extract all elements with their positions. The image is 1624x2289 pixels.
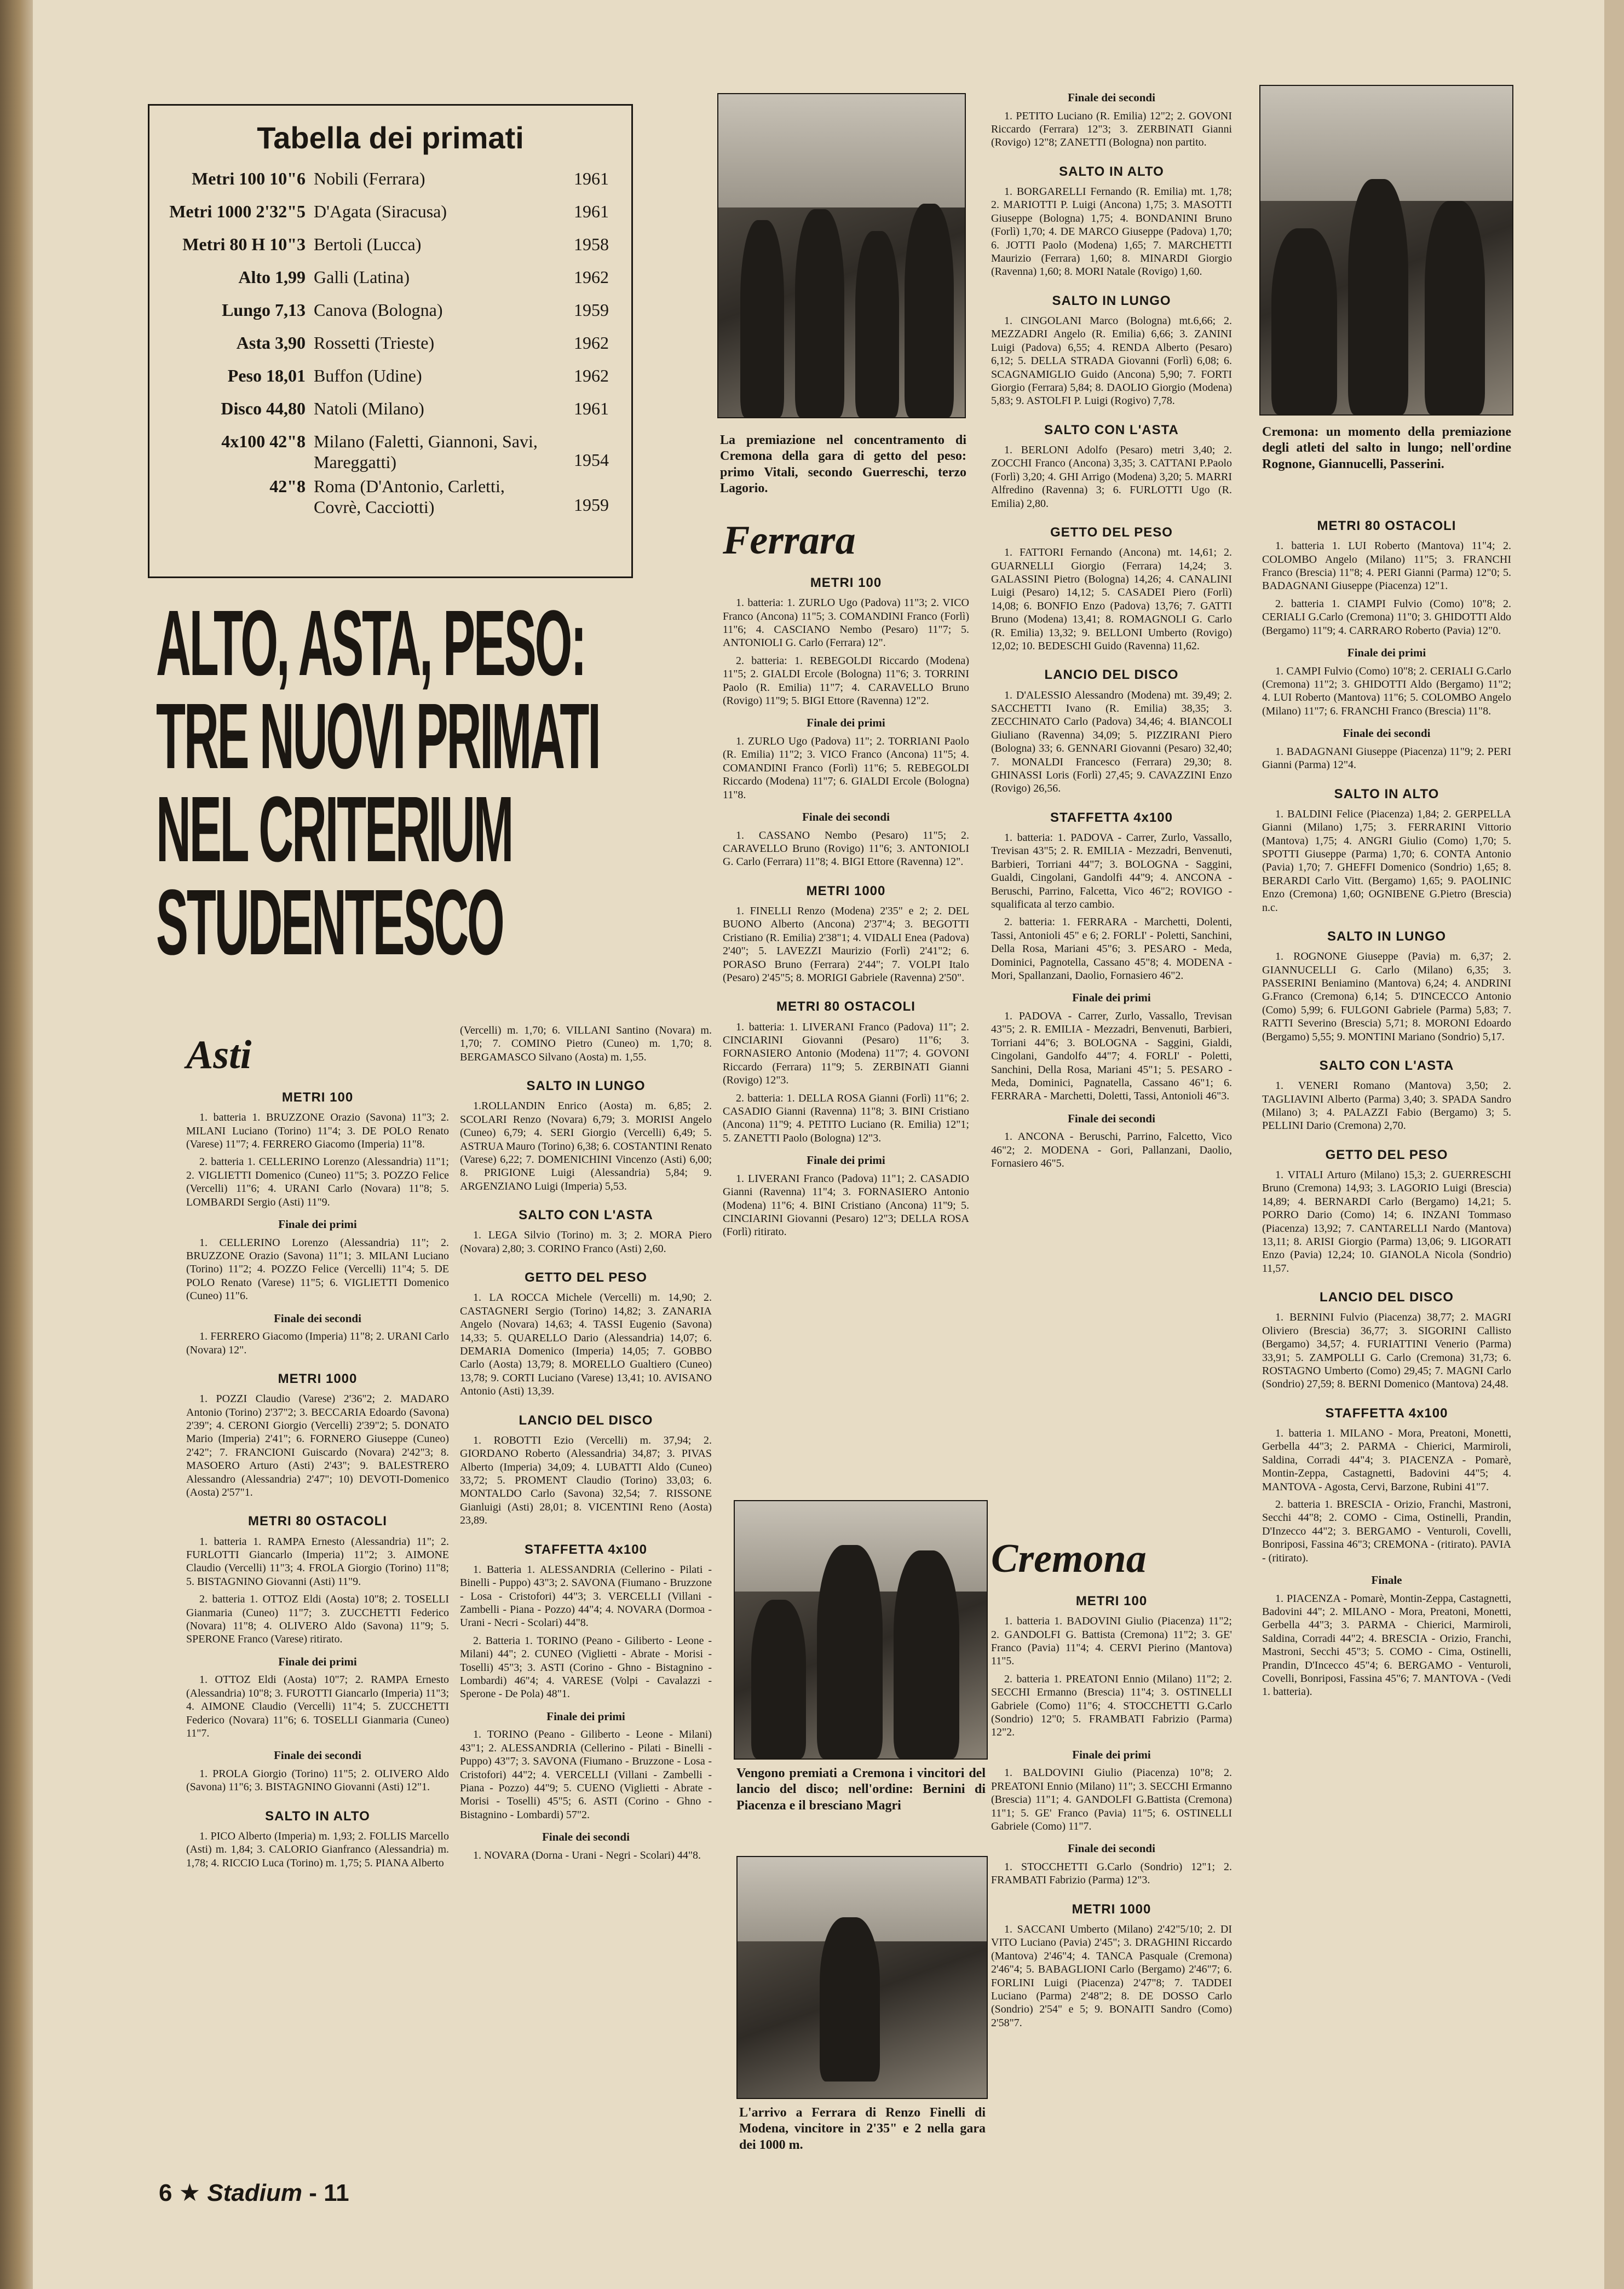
event-heading: METRI 100	[810, 575, 882, 590]
final-subheading: Finale dei secondi	[1068, 91, 1155, 104]
results-text: 1. VITALI Arturo (Milano) 15,3; 2. GUERRESCHI Bruno (Cremona) 14,93; 3. LAGORIO Luigi (Brescia) 14,89; 4. BERNARDI Carlo (Bergamo) 14,21; 5. PORRO Dario (Como) 14; 6. INZANI Tommaso (Piacenza) 13,92; 7. CANTARELLI Nardo (Mantova) 13,11; 8. ARISI Giorgio (Parma) 13,06; 9. LIGORATI Enzo (Pavia) 12,24; 10. GIANOLA Nicola (Sondrio) 11,57.	[1262, 1169, 1511, 1275]
record-event: Metri 100 10"6	[192, 169, 306, 188]
event-heading: STAFFETTA 4x100	[1325, 1405, 1448, 1421]
column-asti-right	[460, 1024, 712, 1867]
record-row	[149, 267, 631, 300]
results-text: 1. POZZI Claudio (Varese) 2'36"2; 2. MADARO Antonio (Torino) 2'37"2; 3. BECCARIA Edoardo (Savona) 2'39"; 4. CERONI Giorgio (Vercelli) 2'39"2; 5. DONATO Mario (Imperia) 2'41"; 6. FORNERO Giuseppe (Cuneo) 2'42"; 7. FRANCIONI Guiscardo (Novara) 2'42"3; 8. MASOERO Arturo (Asti) 2'43"; 9. BALESTRERO Alessandro (Alessandria) 2'47"; 10) DEVOTI-Domenico (Aosta) 2'57"1.	[186, 1393, 449, 1498]
results-text: 2. batteria: 1. DELLA ROSA Gianni (Forlì) 11"6; 2. CASADIO Gianni (Ravenna) 11"8; 3. BINI Cristiano (Ancona) 11"9; 4. PETITO Luciano (R. Emilia) 12"1; 5. ZANETTI Paolo (Bologna) 12"3.	[723, 1092, 969, 1144]
results-section	[1262, 1058, 1511, 1133]
event-heading: METRI 80 OSTACOLI	[1317, 518, 1456, 533]
record-holder: Canova (Bologna)	[314, 300, 443, 320]
headline-line: STUDENTESCO	[156, 870, 503, 975]
record-holder: Bertoli (Lucca)	[314, 234, 422, 254]
event-heading: STAFFETTA 4x100	[525, 1542, 647, 1557]
results-section	[1262, 727, 1511, 771]
city-heading-asti: Asti	[186, 1033, 252, 1077]
results-section	[186, 1371, 449, 1499]
event-heading: LANCIO DEL DISCO	[1320, 1290, 1454, 1305]
results-text: 1.ROLLANDIN Enrico (Aosta) m. 6,85; 2. SCOLARI Renzo (Novara) 6,79; 3. MORISI Angelo (Cuneo) 6,79; 4. SERI Giorgio (Vercelli) 6,49; 5. ASTRUA Mauro (Torino) 6,38; 6. COSTANTINI Renato (Varese) 6,22; 7. DOMENICHINI Vincenzo (Asti) 6,00; 8. PRIGIONE Luigi (Alessandria) 5,84; 9. ARGENZIANO Luigi (Imperia) 5,53.	[460, 1100, 712, 1192]
event-heading: METRI 80 OSTACOLI	[248, 1514, 387, 1529]
record-holder: Milano (Faletti, Giannoni, Savi, Mareggatti)	[314, 431, 538, 472]
photo-1000m-finish	[736, 1856, 988, 2099]
record-year: 1962	[574, 333, 609, 353]
headline-line: TRE NUOVI PRIMATI	[156, 684, 600, 788]
final-subheading: Finale dei primi	[278, 1654, 357, 1668]
record-event: Disco 44,80	[221, 399, 306, 418]
results-section	[186, 1312, 449, 1357]
event-heading: METRI 100	[281, 1090, 354, 1105]
results-text: 1. ZURLO Ugo (Padova) 11"; 2. TORRIANI Paolo (R. Emilia) 11"2; 3. VICO Franco (Ancona) 11"5; 4. COMANDINI Franco (Forlì) 11"6; 5. REBEGOLDI Riccardo (Modena) 11"7; 6. GIALDI Ercole (Bologna) 11"8.	[723, 735, 969, 801]
results-text: 1. PICO Alberto (Imperia) m. 1,93; 2. FOLLIS Marcello (Asti) m. 1,84; 3. CALORIO Gianfranco (Alessandria) m. 1,78; 4. RICCIO Luca (Torino) m. 1,75; 5. PIANA Alberto	[186, 1830, 449, 1869]
results-text: 1. PROLA Giorgio (Torino) 11"5; 2. OLIVERO Aldo (Savona) 11"6; 3. BISTAGNINO Giovanni (Asti) 12"1.	[186, 1767, 449, 1794]
final-subheading: Finale dei secondi	[802, 810, 890, 823]
final-subheading: Finale dei secondi	[542, 1830, 630, 1844]
results-text: 1. ROBOTTI Ezio (Vercelli) m. 37,94; 2. GIORDANO Roberto (Alessandria) 34,87; 3. PIVAS Alberto (Imperia) 34,09; 4. LUBATTI Aldo (Cuneo) 33,72; 5. PROMENT Claudio (Torino) 33,03; 6. MONTALDO Carlo (Savona) 32,54; 7. RISSONE Gianluigi (Asti) 28,01; 8. VICENTINI Reno (Aosta) 23,89.	[460, 1434, 712, 1527]
results-section	[1262, 646, 1511, 718]
final-subheading: Finale dei secondi	[1068, 1111, 1155, 1125]
event-heading: GETTO DEL PESO	[1325, 1147, 1448, 1162]
record-event: Lungo 7,13	[222, 300, 306, 320]
results-section	[991, 810, 1232, 983]
event-heading: GETTO DEL PESO	[525, 1270, 647, 1285]
record-event: Alto 1,99	[238, 267, 306, 287]
column-asti-left	[186, 1029, 449, 1875]
record-year: 1959	[574, 495, 609, 515]
event-heading: SALTO IN LUNGO	[1327, 929, 1447, 944]
results-section	[1262, 786, 1511, 914]
results-section	[723, 883, 969, 985]
event-heading: SALTO IN ALTO	[265, 1808, 370, 1824]
photo-discus-ceremony	[734, 1500, 988, 1760]
magazine-name: Stadium	[207, 2180, 302, 2206]
results-text: 1. BERLONI Adolfo (Pesaro) metri 3,40; 2. ZOCCHI Franco (Ancona) 3,35; 3. CATTANI P.Paolo (Forlì) 3,20; 4. GHI Arrigo (Modena) 3,20; 5. MARRI Alfredino (Ravenna) 3; 6. FURLOTTI Ugo (R. Emilia) 2,80.	[991, 444, 1232, 510]
record-holder: Galli (Latina)	[314, 267, 410, 287]
results-text: 1. batteria: 1. ZURLO Ugo (Padova) 11"3; 2. VICO Franco (Ancona) 11"5; 3. COMANDINI Franco (Forlì) 11"6; 4. CASCIANO Nembo (Pesaro) 11"7; 5. ANTONIOLI G. Carlo (Ferrara) 12".	[723, 597, 969, 649]
record-holder: Rossetti (Trieste)	[314, 333, 435, 353]
results-section	[460, 1078, 712, 1193]
results-text: 1. batteria 1. MILANO - Mora, Preatoni, Monetti, Gerbella 44"3; 2. PARMA - Chierici, Marmiroli, Saldina, Corradi 44"4; 3. PIACENZA - Pomarè, Montin-Zeppa, Castagnetti, Badovini 44"5; 4. MANTOVA - Agosta, Cervi, Barzone, Rubini 41"7.	[1262, 1427, 1511, 1493]
photo-long-jump-ceremony	[1259, 85, 1513, 416]
results-section	[723, 575, 969, 707]
record-event: 4x100 42"8	[221, 431, 306, 451]
results-text: 1. LIVERANI Franco (Padova) 11"1; 2. CASADIO Gianni (Ravenna) 11"4; 3. FORNASIERO Antonio (Modena) 11"6; 4. BINI Cristiano (Ancona) 11"9; 5. CINCIARINI Giovanni (Pesaro) 12"3; DELLA ROSA (Forlì) ritirato.	[723, 1172, 969, 1238]
results-text: 1. LA ROCCA Michele (Vercelli) m. 14,90; 2. CASTAGNERI Sergio (Torino) 14,82; 3. ZANARIA Angelo (Novara) 14,63; 4. TASSI Eugenio (Savona) 14,33; 5. QUARELLO Dario (Alessandria) 14,07; 6. DEMARIA Domenico (Imperia) 14,05; 7. GOBBO Carlo (Aosta) 13,79; 8. MORELLO Gualtiero (Cuneo) 13,78; 9. CORTI Luciano (Varese) 13,41; 10. AVISANO Antonio (Asti) 13,39.	[460, 1291, 712, 1398]
column-ferrara-right	[991, 82, 1232, 1175]
record-year: 1959	[574, 300, 609, 320]
page-binding	[0, 0, 33, 2289]
results-text: 1. PIACENZA - Pomarè, Montin-Zeppa, Castagnetti, Badovini 44"; 2. MILANO - Mora, Preatoni, Monetti, Gerbella 44"3; 3. PARMA - Chierici, Marmiroli, Saldina, Corradi 44"2; 4. BRESCIA - Orizio, Franchi, Mastroni, Secchi 45"3; 5. COMO - Cima, Ostinelli, Prandin, D'Incecco 45"4; 6. BERGAMO - Venturoli, Covelli, Bonriposi, Fassina 45"6; 7. MANTOVA - (Vedi 1. batteria).	[1262, 1592, 1511, 1698]
results-section	[186, 1218, 449, 1303]
results-text: 2. batteria 1. OTTOZ Eldi (Aosta) 10"8; 2. TOSELLI Gianmaria (Cuneo) 11"7; 3. ZUCCHETTI Federico (Novara) 11"8; 4. OLIVERO Aldo (Savona) 11"9; 5. SPERONE Franco (Varese) ritirato.	[186, 1593, 449, 1646]
results-section	[991, 1901, 1232, 2029]
results-text: 1. CELLERINO Lorenzo (Alessandria) 11"; 2. BRUZZONE Orazio (Savona) 11"1; 3. MILANI Luciano (Torino) 11"2; 4. POZZO Felice (Vercelli) 11"4; 5. DE POLO Renato (Varese) 11"5; 6. VIGLIETTI Domenico (Cuneo) 11"6.	[186, 1236, 449, 1302]
event-heading: LANCIO DEL DISCO	[519, 1412, 653, 1428]
results-text: 1. OTTOZ Eldi (Aosta) 10"7; 2. RAMPA Ernesto (Alessandria) 10"8; 3. FUROTTI Giancarlo (Imperia) 11"3; 4. AIMONE Claudio (Vercelli) 11"4; 5. ZUCCHETTI Federico (Novara) 11"6; 6. TOSELLI Gianmaria (Cuneo) 11"7.	[186, 1674, 449, 1739]
record-year: 1961	[574, 399, 609, 418]
photo-caption: La premiazione nel concentramento di Cremona della gara di getto del peso: primo Vitali, secondo Guerreschi, terzo Lagorio.	[720, 433, 966, 495]
results-text: 2. batteria 1. CIAMPI Fulvio (Como) 10"8; 2. CERIALI G.Carlo (Cremona) 11"0; 3. GHIDOTTI Aldo (Bergamo) 11"9; 4. CARRARO Roberto (Pavia) 12"0.	[1262, 597, 1511, 637]
page-number: 6	[159, 2180, 172, 2206]
final-subheading: Finale dei secondi	[274, 1311, 361, 1325]
results-text: 1. NOVARA (Dorna - Urani - Negri - Scolari) 44"8.	[473, 1849, 701, 1861]
records-rows	[149, 169, 631, 521]
record-holder: Roma (D'Antonio, Carletti, Covrè, Cacciotti)	[314, 476, 505, 517]
record-row	[149, 234, 631, 267]
results-text: 1. BALDINI Felice (Piacenza) 1,84; 2. GERPELLA Gianni (Milano) 1,75; 3. FERRARINI Vittorio (Mantova) 1,75; 4. ANGRI Giulio (Como) 1,70; 5. SPOTTI Giuseppe (Parma) 1,70; 6. CONTA Antonio (Pavia) 1,70; 7. GHEFFI Domenico (Sondrio) 1,65; 8. BERARDI Carlo Vitt. (Bergamo) 1,65; 9. PAOLINIC Enzo (Cremona) 1,60; OGNIBENE G.Pietro (Brescia) n.c.	[1262, 808, 1511, 914]
results-text: 1. FATTORI Fernando (Ancona) mt. 14,61; 2. GUARNELLI Giorgio (Ferrara) 14,24; 3. GALASSINI Pietro (Bologna) 14,26; 4. CANALINI Luigi (Pesaro) 14,12; 5. CASADEI Piero (Forlì) 14,08; 6. BONFIO Enzo (Padova) 13,76; 7. GATTI Bruno (Modena) 13,41; 8. ROMAGNOLI G. Carlo (R. Emilia) 13,32; 9. BELLONI Umberto (Rovigo) 12,02; 10. BEDESCHI Guido (Ravenna) 11,62.	[991, 546, 1232, 652]
results-text: 1. PADOVA - Carrer, Zurlo, Vassallo, Trevisan 43"5; 2. R. EMILIA - Mezzadri, Benvenuti, Barbieri, Torriani 44"6; 3. BOLOGNA - Saggini, Gialdi, Cingolani, Gandolfo 44"7; 4. FORLI' - Poletti, Sanchini, Della Rosa, Mariani 45"1; 5. PESARO - Meda, Dominici, Pagnatella, Cassano 46"1; 6. FERRARA - Marchetti, Doletti, Tassi, Antonioli 46"3.	[991, 1010, 1232, 1103]
record-year: 1954	[574, 450, 609, 470]
results-text: 1. batteria 1. RAMPA Ernesto (Alessandria) 11"; 2. FURLOTTI Giancarlo (Imperia) 11"2; 3. AIMONE Claudio (Vercelli) 11"3; 4. FROLA Giorgio (Torino) 11"8; 5. BISTAGNINO Giovanni (Asti) 11"9.	[186, 1535, 449, 1588]
results-section	[991, 1748, 1232, 1833]
results-section	[460, 1542, 712, 1701]
event-heading: LANCIO DEL DISCO	[1044, 667, 1179, 683]
column-cremona-right	[1262, 504, 1511, 1704]
results-section	[1262, 518, 1511, 637]
photo-caption: Vengono premiati a Cremona i vincitori del lancio del disco; nell'ordine: Bernini di Piacenza e il bresciano Magri	[736, 1766, 986, 1813]
results-section	[991, 1112, 1232, 1171]
results-section	[186, 1513, 449, 1646]
final-subheading: Finale	[1371, 1573, 1402, 1587]
event-heading: METRI 1000	[806, 883, 886, 898]
record-year: 1962	[574, 366, 609, 385]
results-text: 1. FERRERO Giacomo (Imperia) 11"8; 2. URANI Carlo (Novara) 12".	[186, 1330, 449, 1356]
record-row	[149, 476, 631, 521]
record-row	[149, 169, 631, 201]
results-section	[186, 1655, 449, 1740]
column-ferrara-left	[723, 515, 969, 1244]
record-year: 1961	[574, 201, 609, 221]
results-text: 1. TORINO (Peano - Giliberto - Leone - Milani) 43"1; 2. ALESSANDRIA (Cellerino - Pilati - Binelli - Puppo) 43"7; 3. SAVONA (Fiumano - Bruzzone - Losa - Cristofori) 44"2; 4. VERCELLI (Villani - Zambelli - Piana - Pozzo) 44"9; 5. CUENO (Viglietti - Abrate - Morisi - Toselli) 45"5; 6. ASTI (Corino - Ghno - Bistagnino - Lombardi) 57"2.	[460, 1728, 712, 1821]
results-text: 1. CASSANO Nembo (Pesaro) 11"5; 2. CARAVELLO Bruno (Rovigo) 11"6; 3. ANTONIOLI G. Carlo (Ferrara) 11"8; 4. BIGI Ettore (Ravenna) 12".	[723, 829, 969, 868]
results-text: 1. batteria: 1. PADOVA - Carrer, Zurlo, Vassallo, Trevisan 43"5; 2. R. EMILIA - Mezzadri, Benvenuti, Barbieri, Torriani 44"7; 3. BOLOGNA - Saggini, Gualdi, Cingolani, Gandolfi 44"9; 4. ANCONA - Beruschi, Parrino, Falcetta, Vico 46"2; ROVIGO - squalificata al terzo cambio.	[991, 832, 1232, 910]
results-section	[460, 1710, 712, 1821]
results-section	[1262, 1147, 1511, 1275]
event-heading: GETTO DEL PESO	[1050, 525, 1173, 540]
record-holder: Natoli (Milano)	[314, 399, 424, 418]
results-text: 2. batteria: 1. FERRARA - Marchetti, Dolenti, Tassi, Antonioli 45" e 6; 2. FORLI' - Poletti, Sanchini, Della Rosa, Mariani 45"6; 3. PESARO - Meda, Dominici, Pagnotella, Cassano 45"8; 4. MODENA - Mori, Spallanzani, Daolio, Fornasiero 46"2.	[991, 916, 1232, 982]
results-text: 1. ROGNONE Giuseppe (Pavia) m. 6,37; 2. GIANNUCELLI G. Carlo (Milano) 6,35; 3. PASSERINI Beniamino (Mantova) 6,24; 4. ANDRINI G.Franco (Cremona) 6,14; 5. D'INCECCO Antonio (Como) 5,99; 6. FULGONI Gabriele (Parma) 5,83; 7. RATTI Severino (Brescia) 5,71; 8. MORONI Edoardo (Bergamo) 5,55; 9. MONTINI Mariano (Sondrio) 5,17.	[1262, 950, 1511, 1043]
final-subheading: Finale dei primi	[807, 716, 885, 730]
event-heading: SALTO CON L'ASTA	[519, 1208, 653, 1223]
record-row	[149, 300, 631, 333]
record-row	[149, 333, 631, 366]
final-subheading: Finale dei primi	[546, 1709, 625, 1723]
results-section	[1262, 1573, 1511, 1699]
results-section	[991, 164, 1232, 279]
record-event: Peso 18,01	[227, 366, 306, 385]
results-section	[991, 1842, 1232, 1887]
results-text: 1. batteria 1. LUI Roberto (Mantova) 11"4; 2. COLOMBO Angelo (Milano) 11"5; 3. FRANCHI Franco (Brescia) 11"8; 4. PERI Gianni (Parma) 12"0; 5. BADAGNANI Giuseppe (Piacenza) 12"1.	[1262, 540, 1511, 592]
event-heading: SALTO IN LUNGO	[526, 1079, 646, 1094]
results-section	[186, 1749, 449, 1794]
record-holder: D'Agata (Siracusa)	[314, 201, 447, 221]
results-text: (Vercelli) m. 1,70; 6. VILLANI Santino (Novara) m. 1,70; 7. COMINO Pietro (Cuneo) m. 1,70; 8. BERGAMASCO Silvano (Aosta) m. 1,55.	[460, 1024, 712, 1063]
results-section	[460, 1270, 712, 1398]
results-section	[991, 91, 1232, 149]
results-text: 2. batteria: 1. REBEGOLDI Riccardo (Modena) 11"5; 2. GIALDI Ercole (Bologna) 11"6; 3. TORRINI Paolo (R. Emilia) 11"7; 4. CARAVELLO Bruno (Rovigo) 11"9; 5. BIGI Ettore (Ravenna) 12"2.	[723, 654, 969, 707]
event-heading: METRI 1000	[1072, 1901, 1151, 1917]
event-heading: STAFFETTA 4x100	[1050, 810, 1173, 825]
results-text: 1. batteria 1. BRUZZONE Orazio (Savona) 11"3; 2. MILANI Luciano (Torino) 11"4; 3. DE POLO Renato (Varese) 11"7; 4. FERRERO Giacomo (Imperia) 11"8.	[186, 1111, 449, 1151]
results-section	[460, 1830, 712, 1862]
results-text: 1. batteria 1. BADOVINI Giulio (Piacenza) 11"2; 2. GANDOLFI G. Battista (Cremona) 11"2; 3. GE' Franco (Pavia) 11"4; 4. CERVI Pierino (Mantova) 11"5.	[991, 1615, 1232, 1668]
results-text: 1. FINELLI Renzo (Modena) 2'35" e 2; 2. DEL BUONO Alberto (Ancona) 2'37"4; 3. BEGOTTI Cristiano (R. Emilia) 2'38"1; 4. VIDALI Enea (Padova) 2'40"; 5. LAVEZZI Maurizio (Forlì) 2'41"2; 6. PORASO Bruno (Ferrara) 2'44"; 7. VOLPI Italo (Pesaro) 2'45"5; 8. MORIGI Gabriele (Ravenna) 2'50".	[723, 905, 969, 984]
event-heading: SALTO IN LUNGO	[1052, 293, 1171, 308]
results-section	[991, 422, 1232, 510]
photo-caption: L'arrivo a Ferrara di Renzo Finelli di Modena, vincitore in 2'35" e 2 nella gara dei 1000 m.	[739, 2106, 986, 2152]
results-section	[991, 1593, 1232, 1739]
photo-caption: Cremona: un momento della premiazione degli atleti del salto in lungo; nell'ordine Rognone, Giannucelli, Passerini.	[1262, 425, 1511, 471]
final-subheading: Finale dei secondi	[274, 1749, 361, 1762]
results-section	[723, 999, 969, 1145]
headline-line: ALTO, ASTA, PESO:	[156, 591, 585, 695]
results-section	[991, 524, 1232, 653]
results-text: 1. BADAGNANI Giuseppe (Piacenza) 11"9; 2. PERI Gianni (Parma) 12"4.	[1262, 745, 1511, 771]
results-section	[186, 1808, 449, 1870]
page-footer	[159, 2179, 349, 2207]
results-text: 1. CAMPI Fulvio (Como) 10"8; 2. CERIALI G.Carlo (Cremona) 11"2; 3. GHIDOTTI Aldo (Bergamo) 11"2; 4. LUI Roberto (Mantova) 11"6; 5. COLOMBO Angelo (Milano) 11"7; 6. FRANCHI Franco (Brescia) 11"8.	[1262, 665, 1511, 717]
main-headline	[156, 591, 600, 975]
record-year: 1962	[574, 267, 609, 287]
results-text: 1. VENERI Romano (Mantova) 3,50; 2. TAGLIAVINI Alberto (Parma) 3,40; 3. SPADA Sandro (Milano) 3; 4. PALAZZI Fabio (Bergamo) 3; 5. PELLINI Dario (Cremona) 2,70.	[1262, 1080, 1511, 1132]
event-heading: SALTO IN ALTO	[1059, 164, 1164, 179]
results-section	[460, 1412, 712, 1527]
final-subheading: Finale dei secondi	[1343, 727, 1431, 740]
city-heading-ferrara: Ferrara	[723, 518, 856, 563]
results-text: 2. Batteria 1. TORINO (Peano - Giliberto - Leone - Milani) 44"; 2. CUNEO (Viglietti - Abrate - Morisi - Toselli) 45"3; 3. ASTI (Corino - Ghno - Bistagnino - Lombardi) 46"4; 4. VARESE (Volpi - Cavalazzi - Sperone - De Pola) 48"1.	[460, 1634, 712, 1700]
record-event: 42"8	[269, 476, 306, 496]
star-icon: ★	[178, 2180, 201, 2206]
final-subheading: Finale dei primi	[1347, 646, 1426, 659]
records-title: Tabella dei primati	[257, 120, 524, 155]
event-heading: SALTO CON L'ASTA	[1044, 422, 1179, 437]
results-text: 1. CINGOLANI Marco (Bologna) mt.6,66; 2. MEZZADRI Angelo (R. Emilia) 6,66; 3. ZANINI Luigi (Padova) 6,55; 4. RENDA Alberto (Pesaro) 6,12; 5. DELLA STRADA Giovanni (Forlì) 6,08; 6. SCAGNAMIGLIO Guido (Ancona) 5,90; 7. FORTI Giorgio (Ferrara) 5,84; 8. DAOLIO Giorgio (Modena) 5,83; 9. ASTOLFI P. Luigi (Rogivo) 7,78.	[991, 315, 1232, 407]
record-holder: Buffon (Udine)	[314, 366, 422, 385]
results-section	[723, 810, 969, 869]
results-text: 1. BERNINI Fulvio (Piacenza) 38,77; 2. MAGRI Oliviero (Brescia) 36,77; 3. SIGORINI Callisto (Bergamo) 34,57; 4. FURIATTINI Venerio (Parma) 33,91; 5. ZAMPOLLI G. Carlo (Cremona) 31,73; 6. ROSTAGNO Umberto (Como) 29,45; 7. MAGNI Carlo (Sondrio) 27,59; 8. BERNI Domenico (Mantova) 24,48.	[1262, 1311, 1511, 1391]
record-row	[149, 399, 631, 431]
final-subheading: Finale dei primi	[278, 1218, 357, 1231]
final-subheading: Finale dei primi	[1072, 991, 1151, 1005]
results-text: 2. batteria 1. BRESCIA - Orizio, Franchi, Mastroni, Secchi 44"8; 2. COMO - Cima, Ostinelli, Prandin, D'Inzecco 44"2; 3. BERGAMO - Venturoli, Covelli, Bonriposi, Fassina 46"3; CREMONA - (ritirato). PAVIA - (ritirato).	[1262, 1498, 1511, 1564]
record-event: Asta 3,90	[236, 333, 306, 353]
results-section	[723, 1154, 969, 1239]
final-subheading: Finale dei primi	[807, 1154, 885, 1167]
results-section	[186, 1089, 449, 1209]
issue-number: - 11	[309, 2180, 349, 2206]
photo-shot-put-ceremony	[717, 93, 966, 418]
results-section	[1262, 1405, 1511, 1565]
results-text: 1. SACCANI Umberto (Milano) 2'42"5/10; 2. DI VITO Luciano (Pavia) 2'45"; 3. DRAGHINI Riccardo (Mantova) 2'46"4; 4. TANCA Pasquale (Cremona) 2'46"4; 5. BABAGLIONI Carlo (Bergamo) 2'46"7; 6. FORLINI Luigi (Piacenza) 2'47"8; 7. TADDEI Luciano (Parma) 2'48"2; 8. DE DOSSO Carlo (Sondrio) 2'54" e 5; 9. BONAITI Sandro (Como) 2'58"7.	[991, 1923, 1232, 2029]
results-text: 1. STOCCHETTI G.Carlo (Sondrio) 12"1; 2. FRAMBATI Fabrizio (Parma) 12"3.	[991, 1860, 1232, 1887]
results-section	[991, 991, 1232, 1103]
record-event: Metri 80 H 10"3	[182, 234, 306, 254]
results-text: 1. BORGARELLI Fernando (R. Emilia) mt. 1,78; 2. MARIOTTI P. Luigi (Ancona) 1,75; 3. MASOTTI Giuseppe (Bologna) 1,75; 4. BONDANINI Bruno (Forlì) 1,70; 4. DE MARCO Giuseppe (Padova) 1,70; 6. JOTTI Paolo (Modena) 1,65; 7. MARCHETTI Maurizio (Ferrara) 1,60; 8. MINARDI Giorgio (Ravenna) 1,60; 8. MORI Natale (Rovigo) 1,60.	[991, 186, 1232, 278]
results-text: 1. Batteria 1. ALESSANDRIA (Cellerino - Pilati - Binelli - Puppo) 43"3; 2. SAVONA (Fiumano - Bruzzone - Losa - Cristofori) 44"3; 3. VERCELLI (Villani - Zambelli - Piana - Pozzo) 44"4; 4. NOVARA (Dormoa - Urani - Necri - Scolari) 44"8.	[460, 1563, 712, 1629]
record-year: 1961	[574, 169, 609, 188]
results-section	[1262, 1289, 1511, 1391]
results-text: 1. PETITO Luciano (R. Emilia) 12"2; 2. GOVONI Riccardo (Ferrara) 12"3; 3. ZERBINATI Gianni (Rovigo) 12"8; ZANETTI (Bologna) non partito.	[991, 109, 1232, 149]
results-text: 2. batteria 1. PREATONI Ennio (Milano) 11"2; 2. SECCHI Ermanno (Brescia) 11"4; 3. OSTINELLI Gabriele (Como) 11"6; 4. STOCCHETTI G.Carlo (Sondrio) 12"0; 5. FRAMBATI Fabrizio (Parma) 12"2.	[991, 1673, 1232, 1739]
column-cremona-left	[991, 1533, 1232, 2035]
results-section	[991, 667, 1232, 795]
record-row	[149, 366, 631, 399]
results-section	[723, 716, 969, 802]
city-heading-cremona: Cremona	[991, 1536, 1147, 1581]
event-heading: SALTO IN ALTO	[1334, 786, 1439, 802]
event-heading: SALTO CON L'ASTA	[1319, 1058, 1454, 1073]
record-year: 1958	[574, 234, 609, 254]
results-text: 1. ANCONA - Beruschi, Parrino, Falcetto, Vico 46"2; 2. MODENA - Gori, Pallanzani, Daolio, Fornasiero 46"5.	[991, 1131, 1232, 1170]
record-row	[149, 201, 631, 234]
record-holder: Nobili (Ferrara)	[314, 169, 425, 188]
record-event: Metri 1000 2'32"5	[169, 201, 306, 221]
results-text: 2. batteria 1. CELLERINO Lorenzo (Alessandria) 11"1; 2. VIGLIETTI Domenico (Cuneo) 11"5; 3. POZZO Felice (Vercelli) 11"6; 4. URANI Carlo (Novara) 11"8; 5. LOMBARDI Sergio (Asti) 11"9.	[186, 1156, 449, 1208]
event-heading: METRI 80 OSTACOLI	[776, 999, 915, 1014]
results-text: 1. batteria: 1. LIVERANI Franco (Padova) 11"; 2. CINCIARINI Giovanni (Pesaro) 11"6; 3. FORNASIERO Antonio (Modena) 11"7; 4. GOVONI Riccardo (Ferrara) 11"9; 5. ZERBINATI Gianni (Rovigo) 12"3.	[723, 1020, 969, 1087]
results-section	[991, 293, 1232, 408]
results-section	[460, 1207, 712, 1255]
event-heading: METRI 1000	[278, 1371, 358, 1386]
headline-line: NEL CRITERIUM	[156, 777, 512, 881]
records-table	[148, 104, 633, 578]
final-subheading: Finale dei secondi	[1068, 1842, 1155, 1855]
final-subheading: Finale dei primi	[1072, 1748, 1151, 1761]
results-section	[1262, 929, 1511, 1043]
results-text: 1. LEGA Silvio (Torino) m. 3; 2. MORA Piero (Novara) 2,80; 3. CORINO Franco (Asti) 2,60.	[460, 1229, 712, 1255]
results-section	[460, 1024, 712, 1064]
event-heading: METRI 100	[1075, 1594, 1148, 1608]
results-text: 1. D'ALESSIO Alessandro (Modena) mt. 39,49; 2. SACCHETTI Ivano (R. Emilia) 38,35; 3. ZECCHINATO Carlo (Padova) 34,46; 4. BIANCOLI Giuliano (Ravenna) 34,09; 5. PIZZIRANI Piero (Bologna) 33; 6. GENNARI Giovanni (Pesaro) 32,40; 7. MONALDI Francesco (Ferrara) 29,30; 8. GHINASSI Loris (Forlì) 27,45; 9. CAVAZZINI Enzo (Rovigo) 26,56.	[991, 689, 1232, 795]
record-row	[149, 431, 631, 476]
results-text: 1. BALDOVINI Giulio (Piacenza) 10"8; 2. PREATONI Ennio (Milano) 11"; 3. SECCHI Ermanno (Brescia) 11"1; 4. GANDOLFI G.Battista (Cremona) 11"1; 5. GE' Franco (Pavia) 11"5; 6. OSTINELLI Gabriele (Como) 11"7.	[991, 1767, 1232, 1832]
